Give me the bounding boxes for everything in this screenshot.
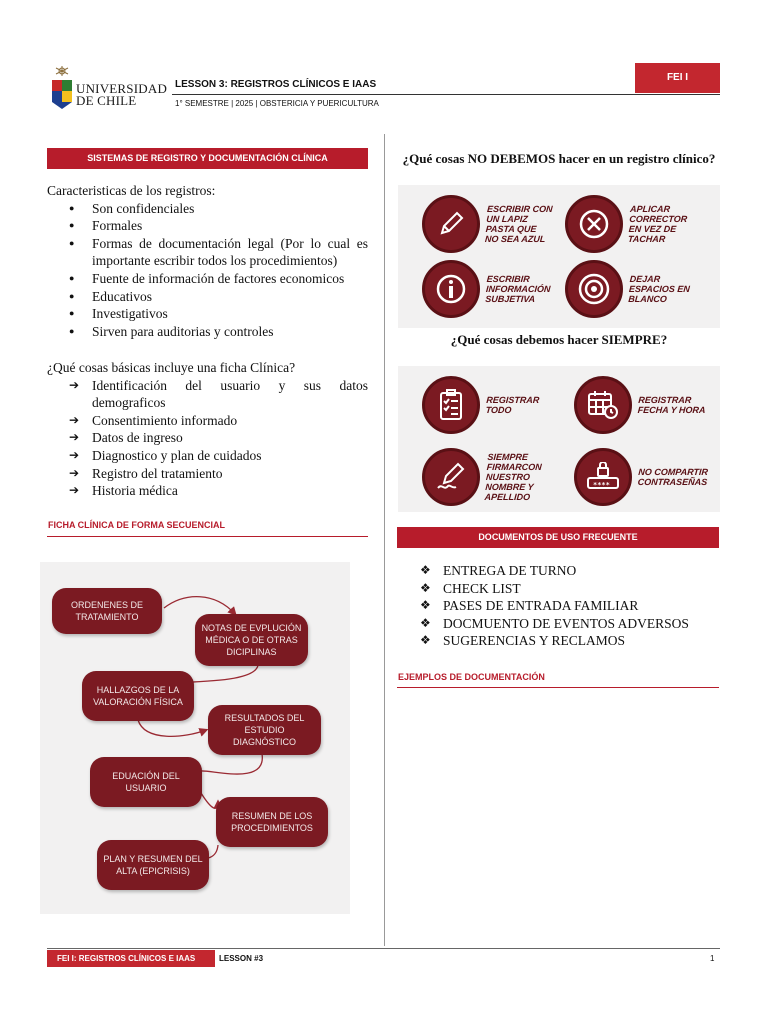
section-banner-sistemas: SISTEMAS DE REGISTRO Y DOCUMENTACIÓN CLÍNICA bbox=[47, 148, 368, 169]
flow-step-5: EDUACIÓN DEL USUARIO bbox=[90, 757, 202, 807]
siempre-label: REGISTRAR FECHA Y HORA bbox=[637, 395, 706, 415]
flow-step-3: HALLAZGOS DE LA VALORACIÓN FÍSICA bbox=[82, 671, 194, 721]
siempre-label: REGISTRAR TODO bbox=[485, 395, 540, 415]
ficha-section bbox=[47, 359, 368, 500]
password-lock-icon bbox=[574, 448, 632, 506]
no-debemos-item bbox=[565, 260, 699, 318]
no-debemos-item bbox=[422, 195, 552, 253]
header-divider bbox=[172, 94, 720, 95]
footer-badge: FEI I: REGISTROS CLÍNICOS E IAAS bbox=[47, 950, 215, 967]
list-item: ● Formales bbox=[47, 217, 368, 235]
examples-heading: EJEMPLOS DE DOCUMENTACIÓN bbox=[398, 672, 545, 682]
section-banner-docs: DOCUMENTOS DE USO FRECUENTE bbox=[397, 527, 719, 548]
flow-arrow bbox=[138, 720, 206, 736]
no-debemos-label: ESCRIBIR INFORMACIÓN SUBJETIVA bbox=[484, 274, 551, 304]
list-item: ➔ Registro del tratamiento bbox=[47, 465, 368, 483]
university-logo bbox=[50, 66, 168, 112]
list-item: ➔ Datos de ingreso bbox=[47, 429, 368, 447]
flow-arrow bbox=[198, 754, 262, 774]
pencil-icon bbox=[422, 195, 480, 253]
siempre-label: NO COMPARTIR CONTRASEÑAS bbox=[637, 467, 709, 487]
list-item: ❖ CHECK LIST bbox=[420, 580, 720, 598]
flow-arrow bbox=[164, 597, 235, 614]
siempre-item bbox=[574, 376, 708, 434]
info-icon bbox=[422, 260, 480, 318]
ficha-intro: ¿Qué cosas básicas incluye una ficha Clínica? bbox=[47, 360, 296, 375]
list-item: ➔ Diagnostico y plan de cuidados bbox=[47, 447, 368, 465]
password-mask-text: **** bbox=[593, 481, 610, 489]
footer-divider bbox=[47, 948, 720, 949]
no-debemos-title: ¿Qué cosas NO DEBEMOS hacer en un registro clínico? bbox=[402, 151, 716, 166]
no-debemos-label: APLICAR CORRECTOR EN VEZ DE TACHAR bbox=[627, 204, 688, 244]
list-item: ● Fuente de información de factores economicos bbox=[47, 270, 368, 288]
list-item: ● Educativos bbox=[47, 288, 368, 306]
checklist-icon bbox=[422, 376, 480, 434]
course-badge: FEI I bbox=[635, 63, 720, 93]
no-debemos-item bbox=[565, 195, 699, 253]
characteristics-section bbox=[47, 182, 368, 340]
no-debemos-panel bbox=[398, 185, 720, 328]
characteristics-intro: Caracteristicas de los registros: bbox=[47, 183, 216, 198]
list-item: ● Son confidenciales bbox=[47, 200, 368, 218]
no-debemos-label: DEJAR ESPACIOS EN BLANCO bbox=[627, 274, 691, 304]
list-item: ❖ SUGERENCIAS Y RECLAMOS bbox=[420, 632, 720, 650]
flow-step-4: RESULTADOS DEL ESTUDIO DIAGNÓSTICO bbox=[208, 705, 321, 755]
sequence-heading: FICHA CLÍNICA DE FORMA SECUENCIAL bbox=[48, 520, 225, 530]
lesson-subtitle: 1° SEMESTRE | 2025 | OBSTERICIA Y PUERICULTURA bbox=[175, 99, 379, 108]
flow-step-1: ORDENENES DE TRATAMIENTO bbox=[52, 588, 162, 634]
lesson-title: LESSON 3: REGISTROS CLÍNICOS E IAAS bbox=[175, 79, 377, 90]
siempre-title: ¿Qué cosas debemos hacer SIEMPRE? bbox=[450, 332, 668, 347]
column-divider bbox=[384, 134, 385, 946]
list-item: ● Investigativos bbox=[47, 305, 368, 323]
siempre-panel bbox=[398, 366, 720, 512]
flow-step-6: RESUMEN DE LOS PROCEDIMIENTOS bbox=[216, 797, 328, 847]
list-item: ➔ Consentimiento informado bbox=[47, 412, 368, 430]
page-number: 1 bbox=[710, 954, 715, 963]
signature-pen-icon bbox=[422, 448, 480, 506]
university-name: UNIVERSIDAD DE CHILE bbox=[76, 81, 168, 108]
list-item: ❖ ENTREGA DE TURNO bbox=[420, 562, 720, 580]
list-item: ➔ Identificación del usuario y sus datos demograficos bbox=[47, 377, 368, 412]
characteristics-list bbox=[47, 200, 368, 341]
sequence-flow-diagram bbox=[40, 562, 350, 914]
list-item: ❖ PASES DE ENTRADA FAMILIAR bbox=[420, 597, 720, 615]
flow-step-2: NOTAS DE EVPLUCIÓN MÉDICA O DE OTRAS DICIPLINAS bbox=[195, 614, 308, 666]
no-debemos-item bbox=[422, 260, 552, 318]
siempre-item bbox=[422, 448, 566, 506]
footer-lesson: LESSON #3 bbox=[219, 954, 264, 963]
x-circle-icon bbox=[565, 195, 623, 253]
sequence-heading-rule bbox=[47, 536, 368, 537]
target-icon bbox=[565, 260, 623, 318]
examples-heading-rule bbox=[397, 687, 719, 688]
university-crest-icon bbox=[50, 66, 74, 110]
list-item: ❖ DOCMUENTO DE EVENTOS ADVERSOS bbox=[420, 615, 720, 633]
siempre-item bbox=[574, 448, 708, 506]
list-item: ● Sirven para auditorias y controles bbox=[47, 323, 368, 341]
no-debemos-label: ESCRIBIR CON UN LAPIZ PASTA QUE NO SEA AZUL bbox=[484, 204, 553, 244]
ficha-list bbox=[47, 377, 368, 500]
siempre-item bbox=[422, 376, 556, 434]
siempre-label: SIEMPRE FIRMARCON NUESTRO NOMBRE Y APELLIDO bbox=[484, 452, 543, 502]
list-item: ● Formas de documentación legal (Por lo cual es importante escribir todos los procedimientos) bbox=[47, 235, 368, 270]
flow-step-7: PLAN Y RESUMEN DEL ALTA (EPICRISIS) bbox=[97, 840, 209, 890]
list-item: ➔ Historia médica bbox=[47, 482, 368, 500]
docs-list bbox=[420, 562, 720, 650]
calendar-clock-icon bbox=[574, 376, 632, 434]
